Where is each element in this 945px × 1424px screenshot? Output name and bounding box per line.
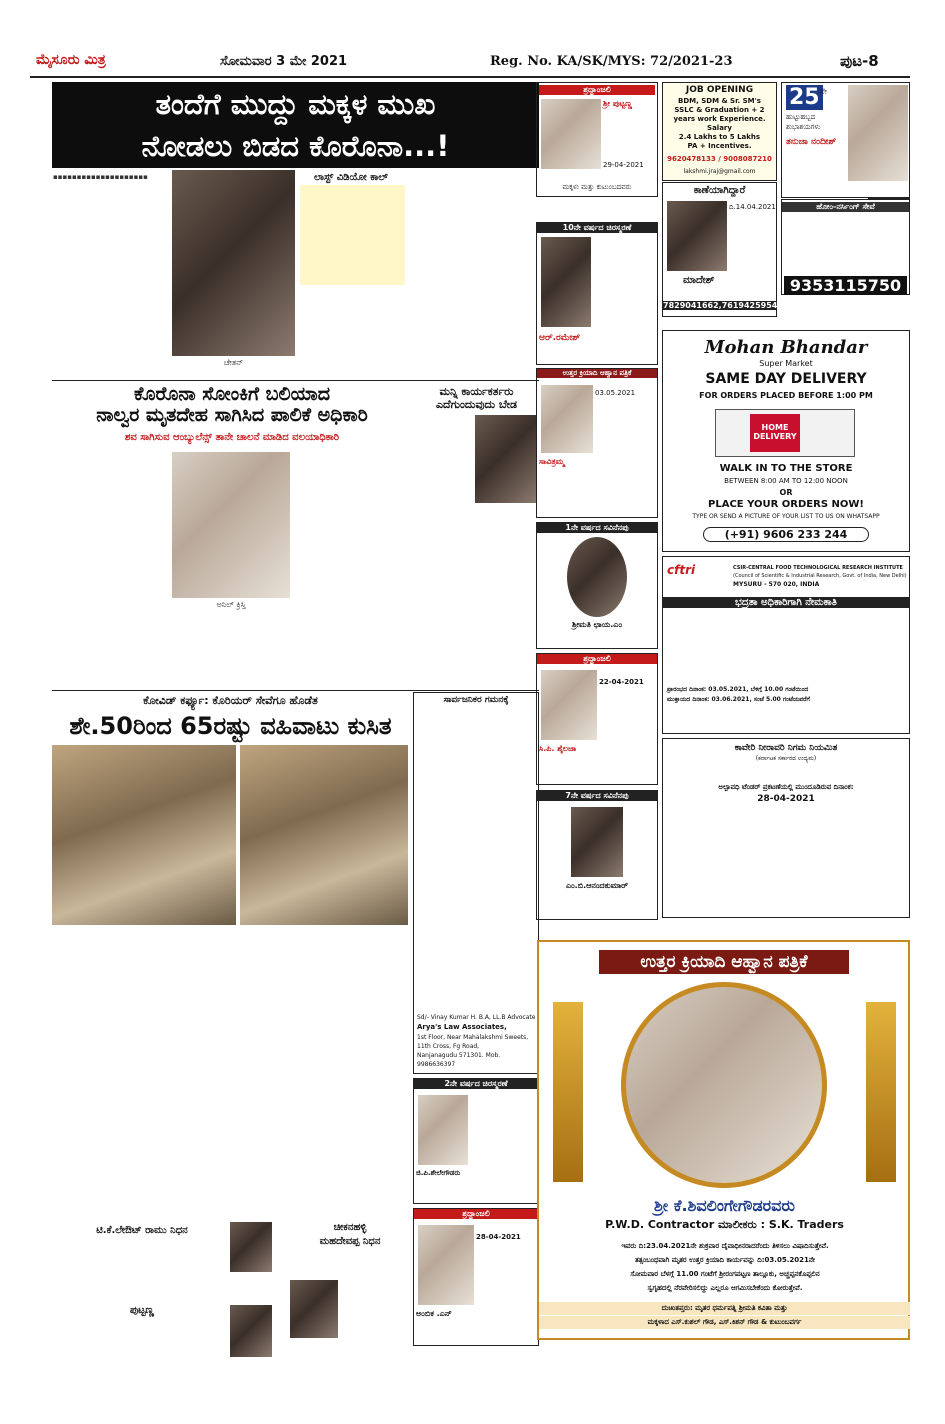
ad-cftri [662, 556, 910, 734]
anniv1-photo [567, 537, 627, 617]
truck-label [750, 414, 800, 452]
notice-firm: Arya's Law Associates, [417, 1023, 507, 1031]
ukb-portrait [621, 982, 827, 1188]
truck-icon [715, 409, 855, 457]
anniv7-banner: 7ನೇ ವರ್ಷದ ಸವಿನೆನಪು [537, 791, 657, 801]
cftri-dates-2: ಮುಕ್ತಾಯದ ದಿನಾಂಕ: 03.06.2021, ಸಂಜೆ 5.00 ಗಂಟೆಯವರೆಗೆ [667, 696, 810, 703]
ukb-contractor: P.W.D. Contractor ಮಾಲೀಕರು : S.K. Traders [605, 1218, 844, 1231]
story4-kicker: ಕೋವಿಡ್ ಕರ್ಫ್ಯೂ: ಕೊರಿಯರ್ ಸೇವೆಗೂ ಹೊಡೆತ [143, 694, 318, 707]
obit1-photo [230, 1222, 272, 1272]
lead-photo [172, 170, 295, 356]
ukb-footer-1: ದುಃಖತಪ್ತರು: ಮೃತರ ಧರ್ಮಪತ್ನಿ ಶ್ರೀಮತಿ ಕವಿತಾ ಮತ್ತು [539, 1302, 910, 1315]
missing-date: ದಿ.14.04.2021 [729, 203, 776, 211]
kaveri-tender-line: ಅಲ್ಪಾವಧಿ ಟೆಂಡರ್ ಪ್ರಕಟಣೆಯಲ್ಲಿ ಮುಂದೂಡಿರುವ ದಿನಾಂಕ: [718, 783, 854, 791]
story2-photo-caption: ಅನಿಲ್ ಕ್ರಿಸ್ತಿ [216, 600, 246, 609]
mhb-headline: SAME DAY DELIVERY [705, 371, 867, 387]
ad-date: 29-04-2021 [603, 161, 644, 169]
ad-footer: ಮಕ್ಕಳು ಮತ್ತು ಕುಟುಂಬದವರು [562, 183, 632, 191]
shr2-date: 22-04-2021 [599, 678, 644, 686]
lead-headline [52, 82, 539, 168]
missing-title: ಕಾಣೆಯಾಗಿದ್ದಾರೆ [693, 185, 746, 196]
story2-photo [172, 452, 290, 598]
ad-shraddhanjali-1 [536, 82, 658, 197]
missing-phone: 7829041662,7619425954 [663, 301, 778, 310]
divider [52, 690, 539, 691]
cftri-dates-1: ಪ್ರಾರಂಭದ ದಿನಾಂಕ: 03.05.2021, ಬೆಳಿಗ್ಗೆ 10.00 ಗಂಟೆಯಿಂದ [667, 686, 809, 693]
job-email: lakshmi.jraj@gmail.com [683, 168, 756, 175]
job-line3: years work Experience. [673, 115, 766, 123]
anniv2-name: ಜಿ.ಪಿ.ಶೇಲೇಗೌಡರು [416, 1169, 461, 1177]
story3-headline-line1: ಮನ್ನಿ ಕಾರ್ಯಕರ್ತರು [439, 385, 514, 398]
story4-headline: ಶೇ.50ರಿಂದ 65ರಷ್ಟು ವಹಿವಾಟು ಕುಸಿತ [69, 712, 392, 740]
shr3-banner: ಶ್ರದ್ಧಾಂಜಲಿ [414, 1209, 538, 1219]
story4-photo-left [52, 745, 236, 925]
obit3-title-line2: ಮಹದೇವಪ್ಪ ನಿಧನ [319, 1236, 381, 1247]
mhb-sub: FOR ORDERS PLACED BEFORE 1:00 PM [699, 391, 873, 400]
bday-suffix: ನೇ [820, 87, 828, 96]
ukb-line4: ಸ್ವಗೃಹದಲ್ಲಿ ನೆರವೇರಿಸಲಿದ್ದು ಎಲ್ಲರೂ ಆಗಮಿಸಬೇಕೆಂದು ಕೋರುತ್ತೇವೆ. [647, 1284, 803, 1292]
shr2-photo [541, 670, 597, 740]
lead-side-box [300, 185, 405, 285]
bday-line2: ಶುಭಾಶಯಗಳು [786, 123, 821, 131]
story3-photo [475, 415, 537, 503]
mhb-tagline: Super Market [759, 359, 813, 368]
ukb-footer-2: ಮಕ್ಕಳಾದ ಎಸ್.ಕುಶಲ್ ಗೌಡ, ಎಸ್.ಕಿಶನ್ ಗೌಡ & ಕುಟುಂಬವರ್ಗ [539, 1316, 910, 1329]
lead-body-col3 [408, 172, 538, 377]
mhb-or: OR [779, 488, 793, 497]
masthead [30, 50, 910, 78]
story2-subhead: ಶವ ಸಾಗಿಸುವ ಆಂಬ್ಯುಲೆನ್ಸ್ ತಾನೇ ಚಾಲನೆ ಮಾಡಿದ ವಲಯಾಧಿಕಾರಿ [124, 432, 340, 443]
cftri-title: ಭದ್ರತಾ ಅಧಿಕಾರಿಗಾಗಿ ನೇಮಕಾತಿ [663, 597, 909, 608]
uk-small-photo [541, 385, 593, 453]
kaveri-title: ಕಾವೇರಿ ನೀರಾವರಿ ನಿಗಮ ನಿಯಮಿತ [734, 743, 838, 753]
notice-address-2: 11th Cross, Fg Road, [417, 1043, 480, 1050]
ad-birthday [781, 82, 910, 198]
ad-kaveri [662, 738, 910, 918]
anniv2-photo [418, 1095, 468, 1165]
shr2-banner: ಶ್ರದ್ಧಾಂಜಲಿ [537, 654, 657, 664]
ad-tenth-anniversary [536, 222, 658, 365]
mhb-place: PLACE YOUR ORDERS NOW! [708, 499, 864, 510]
ad-shraddhanjali-2 [536, 653, 658, 785]
anniv10-banner: 10ನೇ ವರ್ಷದ ಚಿರಸ್ಮರಣೆ [537, 223, 657, 233]
anniv7-name: ಎಂ.ಬಿ.ಆನಂದಕುಮಾರ್ [566, 881, 628, 890]
issue-date: ಸೋಮವಾರ 3 ಮೇ 2021 [220, 54, 348, 69]
lead-photo-caption: ಚೇತನ್ [223, 358, 244, 367]
public-notice [413, 692, 539, 1074]
job-phones: 9620478133 / 9008087210 [667, 155, 772, 163]
ad-second-anniversary [413, 1078, 539, 1204]
divider [52, 380, 539, 381]
anniv7-photo [571, 807, 623, 877]
ukb-line1: ಇವರು ದಿ:23.04.2021ನೇ ಶುಕ್ರವಾರ ದೈವಾಧೀನರಾದರೆಂದು ತಿಳಿಸಲು ವಿಷಾದಿಸುತ್ತೇವೆ. [621, 1242, 829, 1250]
kaveri-subtitle: (ಕರ್ನಾಟಕ ಸರ್ಕಾರದ ಉದ್ಯಮ) [755, 755, 817, 762]
truck-text2: DELIVERY [753, 432, 797, 441]
job-line2: SSLC & Graduation + 2 [674, 106, 765, 114]
bday-name: ತನುಜಾ ನಂದೀಶ್ [786, 137, 837, 147]
lead-side-heading: ಲಾಸ್ಟ್ ವಿಡಿಯೋ ಕಾಲ್ [313, 172, 389, 183]
nursing-service: ಹೋಂ-ನರ್ಸಿಂಗ್ ಸೇವೆ [782, 202, 909, 212]
ad-first-anniversary [536, 522, 658, 649]
ad-photo [541, 99, 601, 169]
registration-number: Reg. No. KA/SK/MYS: 72/2021-23 [490, 54, 733, 69]
job-title: JOB OPENING [685, 85, 754, 95]
cftri-logo: cftri [667, 563, 696, 577]
notice-contact: Nanjanagudu 571301. Mob. 9986636397 [417, 1052, 501, 1068]
anniv10-name: ಆರ್.ರಮೇಶ್ [539, 333, 581, 343]
shr3-photo [418, 1225, 474, 1305]
truck-text1: HOME [761, 423, 789, 432]
bday-photo [848, 85, 908, 181]
notice-advocate: Sd/- Vinay Kumar H. B.A, LL.B Advocate [417, 1014, 536, 1021]
kaveri-tender-date: 28-04-2021 [757, 794, 815, 804]
uk-small-banner: ಉತ್ತರ ಕ್ರಿಯಾದಿ ಆಹ್ವಾನ ಪತ್ರಿಕೆ [537, 369, 657, 378]
ukb-banner: ಉತ್ತರ ಕ್ರಿಯಾದಿ ಆಹ್ವಾನ ಪತ್ರಿಕೆ [599, 950, 849, 974]
bday-line: ಹುಟ್ಟುಹಬ್ಬದ [786, 113, 816, 121]
cftri-org-line2: (Council of Scientific & Industrial Research, Govt. of India, New Delhi) [733, 573, 907, 579]
story3-headline-line2: ಎದೆಗುಂದುವುದು ಬೇಡ [435, 398, 518, 411]
mhb-whatsapp: TYPE OR SEND A PICTURE OF YOUR LIST TO US ON WHATSAPP [692, 513, 880, 520]
missing-photo [667, 201, 727, 271]
mhb-phone: (+91) 9606 233 244 [703, 527, 869, 542]
uk-small-date: 03.05.2021 [595, 389, 636, 397]
obit1-title: ಟಿ.ಕೆ.ಲೇಔಟ್ ರಾಮು ನಿಧನ [96, 1225, 188, 1236]
notice-title: ಸಾರ್ವಜನಿಕರ ಗಮನಕ್ಕೆ [443, 695, 509, 705]
ad-home-nursing-box [781, 199, 910, 295]
ad-uttara-kriya-small [536, 368, 658, 518]
anniv1-banner: 1ನೇ ವರ್ಷದ ಸವಿನೆನಪು [537, 523, 657, 533]
obit2-photo [230, 1305, 272, 1357]
ad-banner: ಶ್ರದ್ಧಾಂಜಲಿ [539, 85, 655, 95]
uk-small-name: ಸಾವಿತ್ರಮ್ಮ [539, 457, 565, 466]
obit3-title-line1: ಚೀಕನಹಳ್ಳಿ [333, 1222, 367, 1233]
ukb-name: ಶ್ರೀ ಕೆ.ಶಿವಲಿಂಗೇಗೌಡರವರು [654, 1196, 795, 1215]
notice-address-1: 1st Floor, Near Mahalakshmi Sweets, [417, 1034, 529, 1041]
ukb-line2: ತತ್ಸಂಬಂಧವಾಗಿ ಮೃತರ ಉತ್ತರ ಕ್ರಿಯಾದಿ ಕಾರ್ಯವನ್ನು ದಿ:03.05.2021ನೇ [634, 1256, 816, 1264]
page-number: ಪುಟ-8 [840, 52, 879, 70]
cftri-org-line1: CSIR-CENTRAL FOOD TECHNOLOGICAL RESEARCH INSTITUTE [733, 565, 903, 571]
lead-body-col1: ▪▪▪▪▪▪▪▪▪▪▪▪▪▪▪▪▪▪▪▪ [53, 173, 148, 181]
ad-name: ಶ್ರೀ ಪುಟ್ಟಣ್ಣ [603, 99, 632, 108]
ad-missing [662, 182, 777, 317]
anniv1-name: ಶ್ರೀಮತಿ ಛಾಯ.ಎಂ [571, 620, 622, 629]
bday-number: 25 [786, 85, 823, 110]
paper-logo: ಮೈಸೂರು ಮಿತ್ರ [36, 52, 106, 68]
cftri-city: MYSURU - 570 020, INDIA [733, 581, 820, 588]
missing-name: ಮಾದೇಶ್ [683, 275, 715, 286]
anniv10-photo [541, 237, 591, 327]
job-line4: Salary [707, 124, 732, 132]
story2-headline-line2: ನಾಲ್ವರ ಮೃತದೇಹ ಸಾಗಿಸಿದ ಪಾಲಿಕೆ ಅಧಿಕಾರಿ [96, 404, 368, 426]
ad-mohan-bhandar [662, 330, 910, 552]
job-line5: 2.4 Lakhs to 5 Lakhs [678, 133, 761, 141]
shr3-name: ಅಂಬಿಕ .ಎನ್ [416, 1309, 452, 1318]
mhb-hours: BETWEEN 8:00 AM TO 12:00 NOON [724, 477, 848, 485]
ad-uttara-kriya-big [537, 940, 910, 1340]
anniv2-banner: 2ನೇ ವರ್ಷದ ಚಿರಸ್ಮರಣೆ [414, 1079, 538, 1089]
obit3-photo [290, 1280, 338, 1338]
story2-headline-line1: ಕೊರೊನಾ ಸೋಂಕಿಗೆ ಬಲಿಯಾದ [134, 383, 330, 405]
mhb-walk-in: WALK IN TO THE STORE [719, 463, 853, 474]
ad-shraddhanjali-3 [413, 1208, 539, 1346]
ad-seventh-anniversary [536, 790, 658, 920]
story4-photo-right [240, 745, 408, 925]
ukb-line3: ಸೋಮವಾರ ಬೆಳಗ್ಗೆ 11.00 ಗಂಟೆಗೆ ಶ್ರೀರಂಗಪಟ್ಟಣ ತಾಲ್ಲೂಕು, ಅಚ್ಚಪ್ಪನಕೊಪ್ಪಲಿನ [630, 1270, 820, 1278]
job-line6: PA + Incentives. [687, 142, 752, 150]
lead-headline-line1: ತಂದೆಗೆ ಮುದ್ದು ಮಕ್ಕಳ ಮುಖ [155, 87, 436, 121]
job-line1: BDM, SDM & Sr. SM's [678, 97, 761, 105]
mhb-brand: Mohan Bhandar [704, 337, 868, 358]
lead-headline-line2: ನೋಡಲು ಬಿಡದ ಕೊರೊನಾ...! [141, 129, 450, 163]
ukb-lamp-right [866, 1002, 896, 1182]
shr2-name: ಸಿ.ಪಿ. ಶೈಲಜಾ [539, 744, 577, 753]
ad-job-opening [662, 82, 777, 181]
shr3-date: 28-04-2021 [476, 1233, 521, 1241]
obit2-title: ಪುಟ್ಟಣ್ಣ [130, 1305, 154, 1316]
nursing-phone: 9353115750 [784, 276, 907, 295]
ukb-lamp-left [553, 1002, 583, 1182]
